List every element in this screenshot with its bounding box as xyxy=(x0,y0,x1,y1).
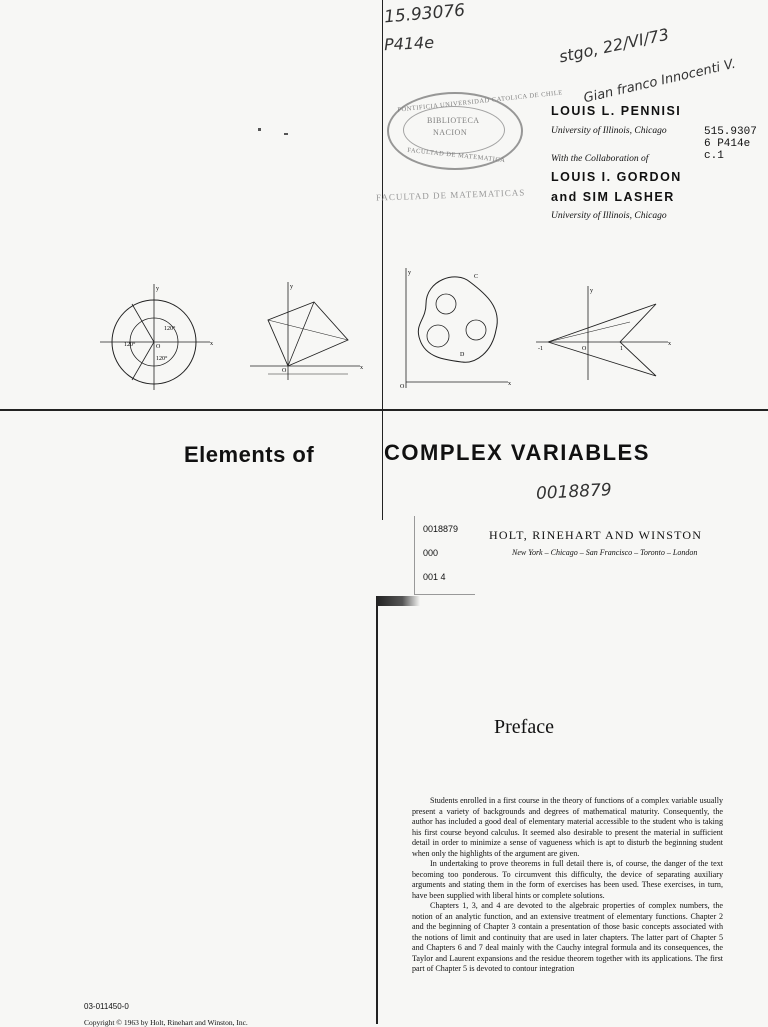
seal-outer-bottom-text: FACULTAD DE MATEMATICA xyxy=(406,146,506,165)
publisher-name: HOLT, RINEHART AND WINSTON xyxy=(489,528,703,542)
preface-body xyxy=(412,796,723,975)
preface-paragraph-1: Students enrolled in a first course in the theory of functions of a complex variable usually present a variety of backgrounds and degrees of mathematical maturity. Consequently, the author has included a good deal of elementary material accessible to the student who is taking his first course beyond calculus. It seemed also desirable to present the material in sufficient detail in order to minimize a sense of vagueness which is apt to disturb the beginning student when only the highlights of the argument are given. xyxy=(412,796,723,858)
call-number-label xyxy=(704,126,757,162)
fig4-minus-one-label: -1 xyxy=(538,346,543,352)
figure-arrow-diagram xyxy=(534,282,674,382)
speck xyxy=(258,128,261,131)
fig1-ray xyxy=(132,304,154,342)
fig3-origin-label: O xyxy=(400,384,405,390)
copyright-line: Copyright © 1963 by Holt, Rinehart and Winston, Inc. xyxy=(84,1018,248,1027)
fig2-origin-label: O xyxy=(282,368,287,374)
fig2-y-label: y xyxy=(290,284,293,290)
page-corner-shadow xyxy=(376,596,420,606)
handwritten-date: stgo, 22/VI/73 xyxy=(557,24,671,67)
fig4-y-label: y xyxy=(590,288,593,294)
author-affiliation: University of Illinois, Chicago xyxy=(551,126,667,136)
handwritten-acquisition-number: 0018879 xyxy=(535,480,613,504)
lower-gutter-line xyxy=(376,600,378,1024)
author-name: LOUIS L. PENNISI xyxy=(551,104,682,118)
library-seal xyxy=(387,89,564,170)
fig3-circle-1 xyxy=(436,294,456,314)
fig1-angle-label-3: 120° xyxy=(156,356,168,362)
preface-heading: Preface xyxy=(494,716,554,738)
fig3-region-label: C xyxy=(474,274,479,280)
handwritten-code: P414e xyxy=(383,32,435,55)
isbn-code: 03-011450-0 xyxy=(84,1002,129,1011)
call-number-line-3: c.1 xyxy=(704,150,724,162)
fig1-x-label: x xyxy=(210,341,213,347)
call-number-line-2: 6 P414e xyxy=(704,138,751,150)
call-number-line-1: 515.9307 xyxy=(704,126,757,138)
fig4-origin-label: O xyxy=(582,346,587,352)
stamp-line-1: 0018879 xyxy=(423,524,459,534)
figure-circle-sectors xyxy=(98,282,218,392)
stamp-line-2: 000 xyxy=(423,548,439,558)
preface-paragraph-3: Chapters 1, 3, and 4 are devoted to the algebraic properties of complex numbers, the notion of an analytic function, and an extensive treatment of elementary functions. Chapter 2 and the beginning of Chapter 3 contain a presentation of those basic concepts associated with the notions of limit and continuity that are used in later chapters. The latter part of Chapter 5 and Chapters 6 and 7 deal mainly with the Cauchy integral formula and its consequences, the Taylor and Laurent expansions and the residue theorem together with its applications. The first part of Chapter 5 is devoted to contour integration xyxy=(412,901,723,973)
publisher-cities: New York – Chicago – San Francisco – Toronto – London xyxy=(512,548,698,557)
fig3-region-d-label: D xyxy=(460,352,465,358)
accession-stamp xyxy=(414,516,475,595)
title-complex-variables: COMPLEX VARIABLES xyxy=(384,440,650,465)
fig3-region-boundary xyxy=(418,277,497,362)
stamp-line-3: 001 4 xyxy=(423,572,446,582)
handwritten-number: 15.93076 xyxy=(383,0,466,28)
fig4-x-label: x xyxy=(668,341,671,347)
seal-line2: NACION xyxy=(433,128,468,137)
fig4-kite xyxy=(548,304,656,376)
fig3-circle-3 xyxy=(466,320,486,340)
seal-outer-top-text: PONTIFICIA UNIVERSIDAD CATOLICA DE CHILE xyxy=(397,89,564,114)
speck xyxy=(284,133,288,135)
handwritten-signature: Gian franco Innocenti V. xyxy=(582,56,738,107)
seal-line1: BIBLIOTECA xyxy=(427,116,480,125)
fig3-x-label: x xyxy=(508,381,511,387)
fig3-circle-2 xyxy=(427,325,449,347)
fig4-ray xyxy=(548,322,630,342)
collaborator-name-2: and SIM LASHER xyxy=(551,190,675,204)
fig1-y-label: y xyxy=(156,286,159,292)
collaborator-name-1: LOUIS I. GORDON xyxy=(551,170,682,184)
title-elements-of: Elements of xyxy=(184,442,315,467)
fold-line xyxy=(0,409,768,411)
fig4-one-label: 1 xyxy=(620,346,623,352)
collaboration-note: With the Collaboration of xyxy=(551,154,649,164)
fig1-angle-label-2: 120° xyxy=(124,342,136,348)
fig2-polygon xyxy=(268,302,348,366)
fig1-origin-label: O xyxy=(156,344,161,350)
page-gutter-line xyxy=(382,0,383,520)
figure-region-contour xyxy=(396,264,516,394)
fig2-diagonal xyxy=(268,320,348,340)
faded-stamp: FACULTAD DE MATEMATICAS xyxy=(375,187,526,203)
figure-vector-diagram xyxy=(248,280,368,384)
collaborator-affiliation: University of Illinois, Chicago xyxy=(551,211,667,221)
preface-paragraph-2: In undertaking to prove theorems in full detail there is, of course, the danger of the text becoming too ponderous. To circumvent this difficulty, the device of separating auxiliary arguments and stating them in the form of exercises has been used. These exercises, in turn, have been supplied with liberal hints or complete solutions. xyxy=(412,859,723,900)
fig1-angle-label-1: 120° xyxy=(164,326,176,332)
fig2-x-label: x xyxy=(360,365,363,371)
fig3-y-label: y xyxy=(408,270,411,276)
